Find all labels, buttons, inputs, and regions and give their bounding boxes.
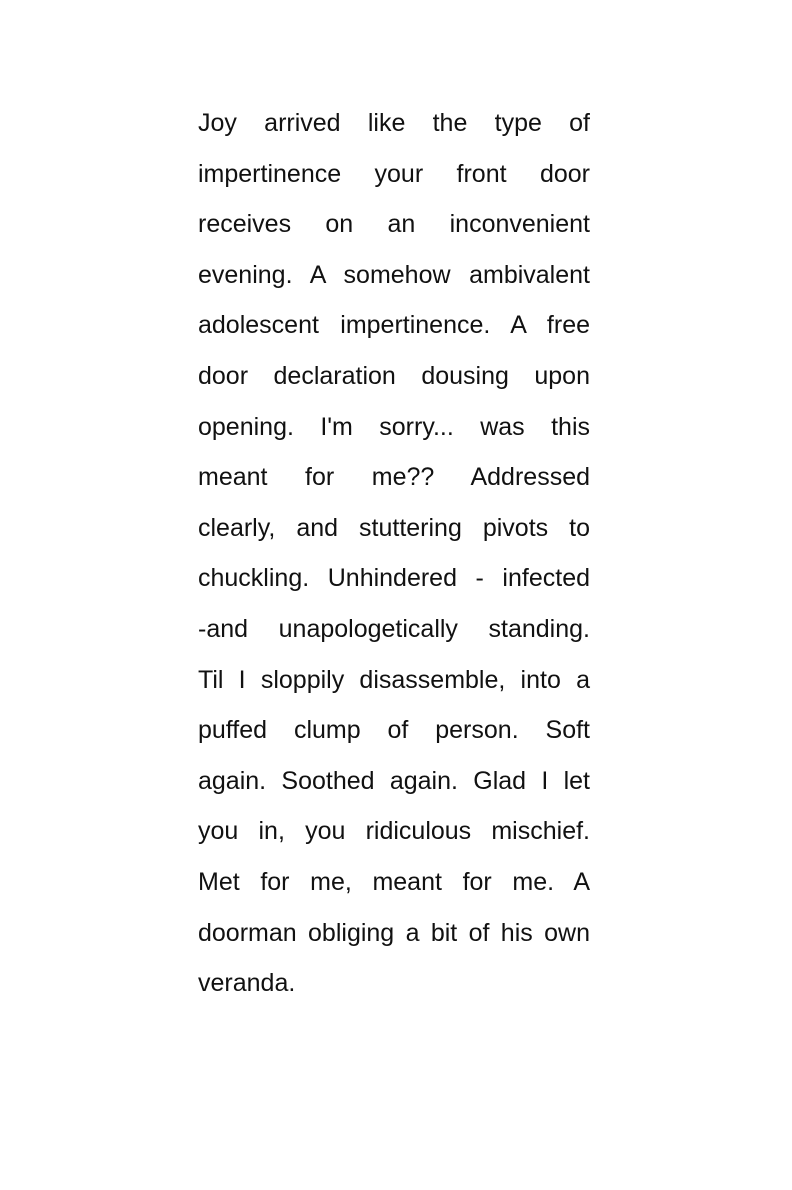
- poem-line: adolescent impertinence. A free: [198, 311, 590, 340]
- poem-line: -and unapologetically standing.: [198, 614, 590, 643]
- poem-line: meant for me?? Addressed: [198, 463, 590, 492]
- poem-line: Met for me, meant for me. A: [198, 867, 590, 896]
- poem-line: Joy arrived like the type of: [198, 109, 590, 137]
- poem-line: chuckling. Unhindered - infected: [198, 564, 590, 593]
- poem-line: receives on an inconvenient: [198, 210, 590, 239]
- poem-line: you in, you ridiculous mischief.: [198, 817, 590, 846]
- poem-line-last: veranda.: [198, 969, 296, 998]
- poem-line: door declaration dousing upon: [198, 361, 590, 390]
- poem-line: doorman obliging a bit of his own: [198, 918, 590, 947]
- poem-line: again. Soothed again. Glad I let: [198, 766, 590, 795]
- poem-line: clearly, and stuttering pivots to: [198, 513, 590, 542]
- poem-text-block: [198, 98, 590, 1009]
- poem-line: Til I sloppily disassemble, into a: [198, 665, 590, 694]
- poem-line: impertinence your front door: [198, 159, 590, 188]
- poem-line: evening. A somehow ambivalent: [198, 260, 590, 289]
- poem-line: opening. I'm sorry... was this: [198, 412, 590, 441]
- poem-line: puffed clump of person. Soft: [198, 716, 590, 745]
